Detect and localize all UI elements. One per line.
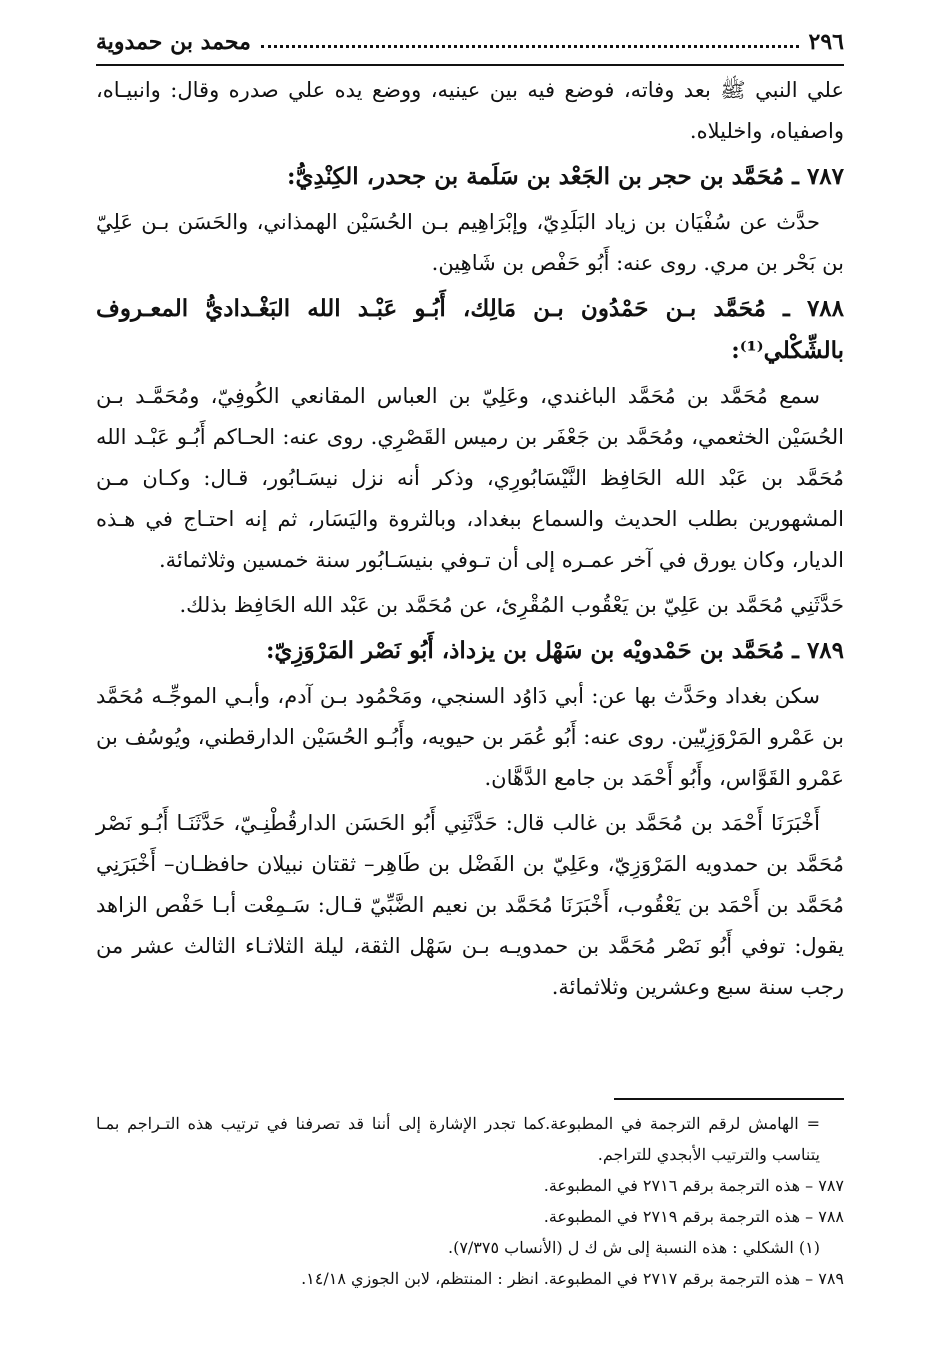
entry-heading-787: ٧٨٧ ـ مُحَمَّد بن حجر بن الجَعْد بن سَلَمة بن جحدر، الكِنْدِيُّ: <box>286 163 844 190</box>
footnote-788: ٧٨٨ – هذه الترجمة برقم ٢٧١٩ في المطبوعة. <box>543 1207 844 1226</box>
entry-788-text: سمع مُحَمَّد بن مُحَمَّد الباغندي، وعَلِيّ بن العباس المقانعي الكُوفِيّ، ومُحَمَّـد بـن الحُسَيْن الخثعمي، ومُحَمَّد بن جَعْفَر بن رميس القَصْرِي. روى عنه: الحـاكم أَبُـو عَبْـد الله مُحَمَّد بن عَبْد الله الحَافِظ النَّيْسَابُورِي، وذكر أنه نزل نيسَـابُور، قـال: وكـان مـن المشهورين بطلب الحديث والسماع ببغداد، وبالثروة واليَسَار، ثم إنه احتـاج في هـذه الديار، وكان يورق في آخر عمـره إلى أن تـوفي بنيسَـابُور سنة خمسين وثلاثمائة. <box>96 384 844 572</box>
entry-789-isnad: أَخْبَرَنَا أَحْمَد بن مُحَمَّد بن غالب قال: حَدَّثَنِي أَبُو الحَسَن الدارقُطْنِـيّ، حَدَّثَنَـا أَبُـو نَصْر مُحَمَّد بن حمدويه المَرْوَزِيّ، وعَلِيّ بن الفَضْل بن طَاهِر– ثقتان نبيلان حافظـان– أَخْبَرَنِي مُحَمَّد بن أَحْمَد بن يَعْقُوب، أَخْبَرَنَا مُحَمَّد بن نعيم الضَّبِّيّ قـال: سَـمِعْت أبـا حَفْص الزاهد يقول: توفي أَبُو نَصْر مُحَمَّد بن حمدويـه بـن سَهْل الثقة، ليلة الثلاثـاء الثالث عشر من رجب سنة سبع وعشرين وثلاثمائة. <box>96 811 844 999</box>
entry-heading-788: ٧٨٨ ـ مُحَمَّد بـن حَمْدُون بـن مَالِك، أَبُـو عَبْـد الله البَغْـداديُّ المعـروف بالشِّكْلي⁽¹⁾: <box>96 295 844 364</box>
header-dot-leader <box>261 45 799 48</box>
entry-787-text: حدَّث عن سُفْيَان بن زياد البَلَدِيّ، وإبْرَاهِيم بـن الحُسَيْن الهمذاني، والحَسَن بـن عَلِيّ بن بَحْر بن مري. روى عنه: أَبُو حَفْص بن شَاهِين. <box>96 210 844 275</box>
footnotes <box>96 1108 844 1294</box>
footnote-separator <box>614 1098 844 1100</box>
entry-788-isnad: حَدَّثَنِي مُحَمَّد بن عَلِيّ بن يَعْقُوب المُقْرِئ، عن مُحَمَّد بن عَبْد الله الحَافِظ بذلك. <box>179 593 844 617</box>
entry-heading-789: ٧٨٩ ـ مُحَمَّد بن حَمْدويْه بن سَهْل بن يزداذ، أَبُو نَصْر المَرْوَزِيّ: <box>265 637 844 664</box>
running-title: محمد بن حمدوية <box>96 29 251 55</box>
page-number: ٢٩٦ <box>808 29 844 55</box>
paragraph-continuation: علي النبي ﷺ بعد وفاته، فوضع فيه بين عينيه، ووضع يده علي صدره وقال: وانبيـاه، واصفياه، واخليلاه. <box>96 78 844 143</box>
main-text <box>96 70 844 1012</box>
footnote-787: ٧٨٧ – هذه الترجمة برقم ٢٧١٦ في المطبوعة. <box>543 1176 844 1195</box>
footnote-continuation: = الهامش لرقم الترجمة في المطبوعة.كما تجدر الإشارة إلى أننا قد تصرفنا في ترتيب هذه التـراجم بمـا يتناسب والترتيب الأبجدي للتراجم. <box>96 1114 820 1164</box>
footnote-788-note-1: (١) الشكلي : هذه النسبة إلى ش ك ل (الأنساب ٧/٣٧٥). <box>447 1238 820 1257</box>
entry-789-text: سكن بغداد وحَدَّث بها عن: أبي دَاوُد السنجي، ومَحْمُود بـن آدم، وأبـي الموجِّـه مُحَمَّد بن عَمْرو المَرْوَزِيّين. روى عنه: أَبُو عُمَر بن حيويه، وأَبُـو الحُسَيْن الدارقطني، ويُوسُف بن عَمْرو القَوَّاس، وأَبُو أَحْمَد بن جامع الدَّهَّان. <box>96 684 844 790</box>
page-header <box>96 20 844 66</box>
footnote-789: ٧٨٩ – هذه الترجمة برقم ٢٧١٧ في المطبوعة. انظر : المنتظم، لابن الجوزي ١٤/١٨. <box>301 1269 844 1288</box>
